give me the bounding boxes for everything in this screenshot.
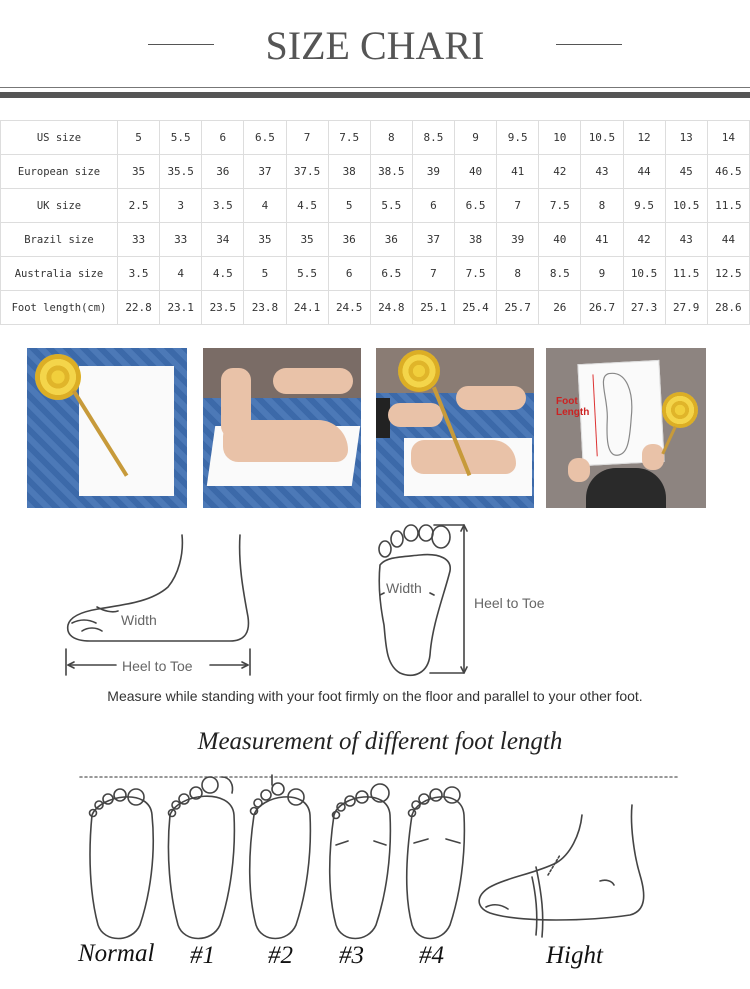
size-cell: 10.5: [581, 121, 623, 155]
size-cell: 4.5: [286, 189, 328, 223]
size-cell: 11.5: [707, 189, 749, 223]
size-cell: 7.5: [539, 189, 581, 223]
size-cell: 35.5: [160, 155, 202, 189]
foot-type-label-normal: Normal: [78, 940, 155, 967]
size-cell: 24.1: [286, 291, 328, 325]
size-cell: 11.5: [665, 257, 707, 291]
size-cell: 26: [539, 291, 581, 325]
size-cell: 42: [539, 155, 581, 189]
foot-type-label-1: #1: [190, 942, 215, 969]
size-cell: 7: [412, 257, 454, 291]
hand: [388, 403, 443, 427]
measure-instruction: Measure while standing with your foot firmly on the floor and parallel to your other foot.: [107, 688, 643, 704]
size-cell: 5.5: [286, 257, 328, 291]
pencil: [661, 426, 676, 454]
size-cell: 9: [581, 257, 623, 291]
foot-type-1: [168, 777, 234, 939]
size-cell: 23.8: [244, 291, 286, 325]
photo-tracing-foot: [376, 348, 534, 508]
size-cell: 3.5: [118, 257, 160, 291]
size-chart-table: [0, 120, 750, 325]
foot-type-label-2: #2: [268, 942, 293, 969]
size-cell: 7.5: [328, 121, 370, 155]
photo-foot-on-paper: [203, 348, 361, 508]
size-row-label: UK size: [1, 189, 118, 223]
size-cell: 41: [581, 223, 623, 257]
size-cell: 8.5: [412, 121, 454, 155]
sole-foot-drawing: [379, 525, 467, 675]
size-cell: 9: [455, 121, 497, 155]
size-cell: 7: [286, 121, 328, 155]
size-row: [1, 257, 750, 291]
foot-type-normal: [90, 789, 154, 939]
foot-type-4: [407, 787, 465, 939]
size-cell: 5.5: [370, 189, 412, 223]
sole-heel-to-toe-label: Heel to Toe: [474, 595, 545, 611]
size-cell: 9.5: [623, 189, 665, 223]
size-cell: 28.6: [707, 291, 749, 325]
page-title: SIZE CHARI: [265, 23, 485, 68]
size-row-label: US size: [1, 121, 118, 155]
size-cell: 4: [244, 189, 286, 223]
size-cell: 5.5: [160, 121, 202, 155]
size-cell: 8: [370, 121, 412, 155]
size-cell: 23.1: [160, 291, 202, 325]
size-cell: 6: [328, 257, 370, 291]
size-row-label: Brazil size: [1, 223, 118, 257]
size-cell: 12: [623, 121, 665, 155]
size-cell: 4: [160, 257, 202, 291]
leg: [221, 368, 251, 438]
size-cell: 38: [328, 155, 370, 189]
size-cell: 38: [455, 223, 497, 257]
size-cell: 36: [328, 223, 370, 257]
size-cell: 6: [412, 189, 454, 223]
size-row: [1, 155, 750, 189]
size-cell: 5: [244, 257, 286, 291]
size-cell: 4.5: [202, 257, 244, 291]
size-row-label: Foot length(cm): [1, 291, 118, 325]
size-cell: 8: [581, 189, 623, 223]
foot-type-3: [330, 784, 391, 939]
size-cell: 44: [623, 155, 665, 189]
size-cell: 10.5: [623, 257, 665, 291]
size-cell: 33: [160, 223, 202, 257]
lollipop-pencil: [398, 350, 440, 392]
photo-holding-tracing: [546, 348, 706, 508]
size-row-label: Australia size: [1, 257, 118, 291]
size-cell: 6: [202, 121, 244, 155]
size-cell: 43: [665, 223, 707, 257]
foot-type-high: [479, 805, 644, 937]
size-cell: 24.8: [370, 291, 412, 325]
size-cell: 2.5: [118, 189, 160, 223]
side-foot-drawing: [66, 535, 250, 675]
divider-thin: [0, 87, 750, 88]
size-cell: 14: [707, 121, 749, 155]
size-cell: 5: [328, 189, 370, 223]
side-heel-to-toe-label: Heel to Toe: [122, 658, 193, 674]
size-row: [1, 121, 750, 155]
size-cell: 5: [118, 121, 160, 155]
title-right-line: [556, 44, 622, 45]
size-cell: 37.5: [286, 155, 328, 189]
size-cell: 39: [412, 155, 454, 189]
size-cell: 3.5: [202, 189, 244, 223]
foot-type-label-high: Hight: [546, 942, 603, 969]
size-row: [1, 189, 750, 223]
size-cell: 39: [497, 223, 539, 257]
size-cell: 35: [286, 223, 328, 257]
size-cell: 26.7: [581, 291, 623, 325]
size-row-label: European size: [1, 155, 118, 189]
size-cell: 23.5: [202, 291, 244, 325]
other-foot: [456, 386, 526, 410]
size-cell: 25.4: [455, 291, 497, 325]
size-cell: 34: [202, 223, 244, 257]
size-row: [1, 291, 750, 325]
size-cell: 8: [497, 257, 539, 291]
size-cell: 7.5: [455, 257, 497, 291]
size-cell: 37: [244, 155, 286, 189]
size-cell: 12.5: [707, 257, 749, 291]
size-cell: 41: [497, 155, 539, 189]
size-cell: 8.5: [539, 257, 581, 291]
size-row: [1, 223, 750, 257]
size-cell: 25.7: [497, 291, 539, 325]
lollipop-pencil: [662, 392, 698, 428]
size-cell: 40: [539, 223, 581, 257]
size-cell: 43: [581, 155, 623, 189]
size-cell: 10.5: [665, 189, 707, 223]
size-cell: 33: [118, 223, 160, 257]
size-cell: 35: [118, 155, 160, 189]
size-cell: 38.5: [370, 155, 412, 189]
sole-width-label: Width: [386, 580, 422, 596]
hand-left: [568, 458, 590, 482]
size-cell: 44: [707, 223, 749, 257]
size-cell: 13: [665, 121, 707, 155]
size-cell: 42: [623, 223, 665, 257]
photo-pencil-paper: [27, 348, 187, 508]
size-cell: 10: [539, 121, 581, 155]
size-cell: 6.5: [244, 121, 286, 155]
foot-type-2: [250, 775, 311, 939]
other-foot: [273, 368, 353, 394]
size-cell: 7: [497, 189, 539, 223]
size-cell: 27.9: [665, 291, 707, 325]
foot-length-label: Foot Length: [556, 396, 590, 418]
size-cell: 46.5: [707, 155, 749, 189]
foot-types-title: Measurement of different foot length: [197, 728, 563, 755]
size-cell: 22.8: [118, 291, 160, 325]
size-cell: 40: [455, 155, 497, 189]
paper-sheet: [79, 366, 174, 496]
size-cell: 35: [244, 223, 286, 257]
divider-thick: [0, 92, 750, 98]
size-cell: 27.3: [623, 291, 665, 325]
foot-type-label-4: #4: [419, 942, 444, 969]
size-cell: 36: [370, 223, 412, 257]
hand-right: [642, 444, 664, 470]
side-width-label: Width: [121, 612, 157, 628]
size-cell: 24.5: [328, 291, 370, 325]
size-cell: 3: [160, 189, 202, 223]
size-cell: 36: [202, 155, 244, 189]
header: [0, 0, 750, 90]
size-cell: 25.1: [412, 291, 454, 325]
size-cell: 45: [665, 155, 707, 189]
size-cell: 37: [412, 223, 454, 257]
size-cell: 9.5: [497, 121, 539, 155]
foot-type-label-3: #3: [339, 942, 364, 969]
size-cell: 6.5: [455, 189, 497, 223]
size-cell: 6.5: [370, 257, 412, 291]
